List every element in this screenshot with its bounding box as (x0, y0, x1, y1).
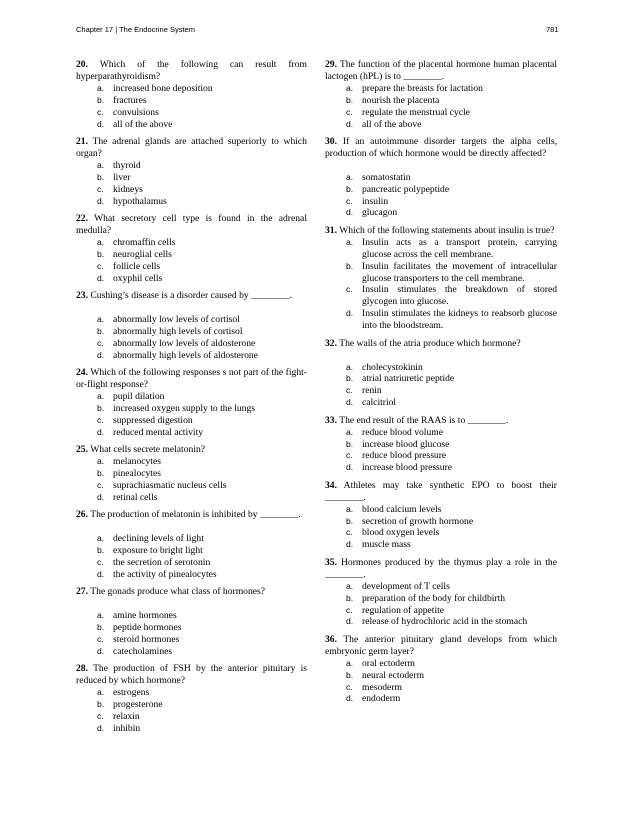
question-stem (76, 136, 307, 160)
option-letter: b. (346, 373, 354, 384)
question-text: The function of the placental hormone human placental lactogen (hPL) is to ________. (325, 59, 557, 82)
question-number: 20. (76, 59, 88, 70)
option-letter: d. (97, 722, 105, 733)
question-text: What cells secrete melatonin? (90, 444, 206, 456)
option-text: increased oxygen supply to the lungs (113, 402, 256, 414)
option-text: abnormally low levels of aldosterone (113, 337, 256, 349)
page-number: 781 (546, 25, 559, 34)
answer-option (97, 723, 307, 735)
option-text: regulation of appetite (362, 604, 445, 616)
question-number: 28. (76, 663, 88, 675)
option-letter: b. (97, 402, 105, 413)
option-text: insulin (362, 195, 389, 207)
answer-option (346, 450, 557, 462)
option-letter: b. (97, 171, 105, 182)
option-text: neural ectoderm (362, 669, 425, 681)
question-stem (325, 415, 557, 427)
answer-option (346, 237, 557, 261)
option-letter: c. (346, 681, 353, 692)
question-text: The gonads produce what class of hormones? (90, 586, 266, 598)
option-letter: a. (346, 171, 354, 182)
question-number: 33. (325, 414, 337, 426)
answer-option (97, 569, 307, 581)
question-text: Cushing’s disease is a disorder caused by ________. (90, 290, 292, 302)
option-text: endoderm (362, 693, 401, 705)
option-letter: b. (346, 592, 354, 603)
option-letter: d. (346, 397, 354, 408)
option-text: glucagon (362, 207, 398, 219)
question-stem (325, 338, 557, 350)
answer-option (97, 184, 307, 196)
option-text: abnormally high levels of cortisol (113, 325, 243, 337)
answer-option (97, 273, 307, 285)
question-35 (325, 557, 557, 628)
question-text: The walls of the atria produce which hormone? (339, 337, 521, 349)
option-text: catecholamines (113, 645, 173, 657)
chapter-header: Chapter 17 | The Endocrine System (76, 25, 195, 34)
option-text: the secretion of serotonin (113, 556, 211, 568)
answer-option (97, 557, 307, 569)
option-text: Insulin facilitates the movement of intracellular glucose transporters to the cell membrane. (362, 260, 557, 284)
question-text: The anterior pituitary gland develops from which embryonic germ layer? (325, 633, 557, 657)
option-text: suprachiasmatic nucleus cells (113, 479, 227, 491)
option-text: peptide hormones (113, 621, 182, 633)
option-letter: a. (346, 82, 354, 93)
option-letter: d. (97, 349, 105, 360)
option-text: convulsions (113, 106, 159, 118)
answer-option (346, 373, 557, 385)
answer-option (346, 385, 557, 397)
option-text: estrogens (113, 687, 150, 699)
blank-line (76, 521, 307, 533)
question-number: 36. (325, 633, 337, 645)
option-text: abnormally low levels of cortisol (113, 313, 240, 325)
question-stem (325, 225, 557, 237)
option-text: oral ectoderm (362, 657, 416, 669)
option-letter: d. (97, 645, 105, 656)
question-stem (325, 557, 557, 581)
answer-option (346, 605, 557, 617)
answer-option (346, 397, 557, 409)
option-text: Insulin stimulates the kidneys to reabsorb glucose into the bloodstream. (362, 308, 557, 332)
question-stem (325, 480, 557, 504)
option-text: reduced mental activity (113, 426, 204, 438)
option-text: exposure to bright light (113, 544, 203, 556)
question-text: If an autoimmune disorder targets the alpha cells, production of which hormone would be directly affected? (325, 136, 557, 159)
option-letter: a. (346, 657, 354, 668)
question-36 (325, 634, 557, 705)
blank-line (76, 302, 307, 314)
answer-option (346, 83, 557, 95)
option-letter: c. (97, 414, 104, 425)
answer-option (97, 83, 307, 95)
question-stem (76, 509, 307, 521)
question-number: 29. (325, 59, 337, 70)
option-letter: a. (346, 236, 354, 247)
option-text: steroid hormones (113, 633, 180, 645)
answer-option (346, 207, 557, 219)
option-letter: d. (346, 693, 354, 704)
option-text: kidneys (113, 183, 143, 195)
option-text: Insulin acts as a transport protein, carrying glucose across the cell membrane. (362, 236, 557, 260)
option-letter: b. (346, 260, 354, 271)
option-letter: b. (97, 699, 105, 710)
option-text: muscle mass (362, 539, 411, 551)
option-letter: a. (346, 361, 354, 372)
option-text: release of hydrochloric acid in the stomach (362, 616, 528, 628)
option-text: secretion of growth hormone (362, 515, 474, 527)
option-letter: c. (346, 106, 353, 117)
answer-option (346, 308, 557, 332)
answer-option (97, 687, 307, 699)
question-stem (76, 663, 307, 687)
answer-option (346, 658, 557, 670)
option-letter: c. (97, 556, 104, 567)
question-stem (76, 444, 307, 456)
answer-option (346, 616, 557, 628)
answer-option (97, 646, 307, 658)
option-letter: b. (346, 438, 354, 449)
option-letter: b. (97, 94, 105, 105)
answer-option (97, 196, 307, 208)
answer-option (97, 610, 307, 622)
option-letter: a. (97, 236, 105, 247)
option-text: pinealocytes (113, 467, 161, 479)
option-letter: b. (97, 325, 105, 336)
answer-option (346, 196, 557, 208)
answer-option (346, 462, 557, 474)
option-letter: b. (97, 248, 105, 259)
answer-option (346, 504, 557, 516)
option-letter: d. (346, 539, 354, 550)
question-text: Which of the following responses s not part of the fight-or-flight response? (76, 367, 307, 391)
answer-option (97, 249, 307, 261)
option-text: increased bone deposition (113, 82, 213, 94)
question-text: Hormones produced by the thymus play a role in the ________. (325, 556, 557, 580)
question-stem (76, 586, 307, 598)
question-number: 34. (325, 479, 337, 491)
question-20 (76, 59, 307, 130)
option-text: abnormally high levels of aldosterone (113, 349, 258, 361)
option-letter: d. (97, 118, 105, 129)
left-column (76, 59, 307, 740)
blank-line (76, 598, 307, 610)
answer-option (346, 119, 557, 131)
option-letter: c. (346, 527, 353, 538)
option-letter: d. (97, 426, 105, 437)
option-text: liver (113, 171, 131, 183)
option-letter: d. (346, 616, 354, 627)
answer-option (97, 107, 307, 119)
answer-option (97, 160, 307, 172)
option-text: mesoderm (362, 681, 402, 693)
blank-line (325, 350, 557, 362)
question-number: 30. (325, 136, 337, 148)
question-23 (76, 290, 307, 361)
answer-option (346, 95, 557, 107)
option-letter: a. (346, 426, 354, 437)
option-letter: a. (97, 610, 105, 621)
question-stem (76, 290, 307, 302)
option-letter: a. (97, 687, 105, 698)
question-number: 27. (76, 586, 88, 598)
question-text: The adrenal glands are attached superiorly to which organ? (76, 136, 307, 159)
question-29 (325, 59, 557, 130)
option-letter: a. (97, 82, 105, 93)
answer-option (97, 119, 307, 131)
option-text: declining levels of light (113, 533, 204, 545)
question-33 (325, 415, 557, 475)
answer-option (97, 314, 307, 326)
option-letter: a. (97, 390, 105, 401)
option-letter: d. (97, 491, 105, 502)
question-number: 32. (325, 337, 337, 349)
option-text: reduce blood volume (362, 426, 443, 438)
answer-option (346, 516, 557, 528)
answer-option (346, 184, 557, 196)
answer-option (97, 468, 307, 480)
option-letter: d. (97, 568, 105, 579)
option-text: thyroid (113, 159, 141, 171)
option-text: oxyphil cells (113, 272, 163, 284)
question-number: 23. (76, 290, 88, 302)
option-text: follicle cells (113, 260, 161, 272)
option-letter: a. (346, 580, 354, 591)
option-text: amine hormones (113, 610, 177, 622)
option-text: increase blood pressure (362, 462, 453, 474)
question-stem (76, 59, 307, 83)
option-text: fractures (113, 94, 147, 106)
option-text: pancreatic polypeptide (362, 183, 450, 195)
answer-option (97, 95, 307, 107)
option-letter: b. (346, 515, 354, 526)
answer-option (97, 699, 307, 711)
option-letter: d. (346, 118, 354, 129)
option-letter: b. (346, 669, 354, 680)
answer-option (346, 539, 557, 551)
option-letter: c. (97, 710, 104, 721)
option-letter: b. (97, 544, 105, 555)
answer-option (97, 338, 307, 350)
question-24 (76, 367, 307, 438)
question-21 (76, 136, 307, 207)
answer-option (346, 670, 557, 682)
answer-option (97, 261, 307, 273)
answer-option (97, 237, 307, 249)
option-text: renin (362, 385, 382, 397)
answer-option (97, 403, 307, 415)
option-letter: d. (97, 195, 105, 206)
question-27 (76, 586, 307, 657)
option-letter: a. (97, 313, 105, 324)
option-letter: d. (346, 308, 354, 319)
option-text: regulate the menstrual cycle (362, 106, 470, 118)
option-letter: d. (346, 462, 354, 473)
answer-option (97, 456, 307, 468)
option-text: nourish the placenta (362, 94, 440, 106)
option-letter: c. (97, 479, 104, 490)
option-letter: c. (97, 260, 104, 271)
answer-option (97, 326, 307, 338)
answer-option (97, 545, 307, 557)
answer-option (346, 593, 557, 605)
option-letter: c. (346, 284, 353, 295)
option-text: suppressed digestion (113, 414, 193, 426)
question-text: The production of FSH by the anterior pituitary is reduced by which hormone? (76, 663, 307, 687)
option-letter: a. (97, 159, 105, 170)
question-30 (325, 136, 557, 219)
option-text: pupil dilation (113, 390, 165, 402)
question-number: 25. (76, 444, 88, 456)
option-text: progesterone (113, 699, 163, 711)
question-text: The production of melatonin is inhibited by ________. (90, 509, 301, 521)
option-text: atrial natriuretic peptide (362, 373, 455, 385)
answer-option (97, 350, 307, 362)
option-letter: c. (97, 633, 104, 644)
option-letter: b. (346, 183, 354, 194)
answer-option (97, 172, 307, 184)
question-text: Athletes may take synthetic EPO to boost their ________. (325, 479, 557, 503)
option-text: prepare the breasts for lactation (362, 82, 483, 94)
answer-option (346, 261, 557, 285)
option-letter: c. (97, 106, 104, 117)
answer-option (346, 107, 557, 119)
answer-option (97, 427, 307, 439)
answer-option (346, 362, 557, 374)
blank-line (325, 160, 557, 172)
option-letter: d. (346, 207, 354, 218)
question-text: What secretory cell type is found in the adrenal medulla? (76, 213, 307, 236)
option-letter: c. (97, 337, 104, 348)
option-text: retinal cells (113, 491, 158, 503)
question-number: 35. (325, 556, 337, 568)
option-text: blood calcium levels (362, 503, 442, 515)
option-text: increase blood glucose (362, 438, 450, 450)
answer-option (346, 172, 557, 184)
question-number: 22. (76, 213, 88, 225)
option-text: neuroglial cells (113, 248, 172, 260)
question-number: 31. (325, 224, 337, 236)
question-22 (76, 213, 307, 284)
option-text: the activity of pinealocytes (113, 568, 217, 580)
option-text: reduce blood pressure (362, 450, 447, 462)
question-28 (76, 663, 307, 734)
question-number: 21. (76, 136, 88, 148)
question-number: 24. (76, 367, 88, 379)
answer-option (346, 581, 557, 593)
option-letter: c. (346, 450, 353, 461)
option-letter: a. (97, 533, 105, 544)
question-25 (76, 444, 307, 504)
option-letter: d. (97, 272, 105, 283)
question-stem (76, 213, 307, 237)
option-letter: c. (346, 385, 353, 396)
option-text: calcitriol (362, 397, 397, 409)
option-letter: b. (97, 467, 105, 478)
answer-option (97, 492, 307, 504)
option-text: cholecystokinin (362, 361, 423, 373)
option-letter: b. (346, 94, 354, 105)
question-stem (325, 59, 557, 83)
question-text: The end result of the RAAS is to ________. (339, 414, 509, 426)
answer-option (97, 391, 307, 403)
option-text: hypothalamus (113, 195, 167, 207)
option-letter: b. (97, 621, 105, 632)
option-text: melanocytes (113, 456, 161, 468)
question-text: Which of the following statements about insulin is true? (339, 224, 555, 236)
question-number: 26. (76, 509, 88, 521)
option-letter: c. (346, 604, 353, 615)
option-text: all of the above (362, 118, 422, 130)
option-text: inhibin (113, 722, 141, 734)
question-text: Which of the following can result from hyperparathyroidism? (76, 59, 307, 82)
right-column (325, 59, 557, 711)
question-32 (325, 338, 557, 409)
question-26 (76, 509, 307, 580)
answer-option (346, 527, 557, 539)
question-31 (325, 225, 557, 332)
answer-option (97, 415, 307, 427)
answer-option (97, 480, 307, 492)
option-text: relaxin (113, 710, 140, 722)
option-text: blood oxygen levels (362, 527, 440, 539)
question-stem (325, 634, 557, 658)
answer-option (97, 533, 307, 545)
option-text: Insulin stimulates the breakdown of stored glycogen into glucose. (362, 284, 557, 308)
question-stem (325, 136, 557, 160)
answer-option (346, 693, 557, 705)
answer-option (97, 711, 307, 723)
option-text: development of T cells (362, 580, 450, 592)
option-letter: a. (97, 456, 105, 467)
answer-option (97, 634, 307, 646)
option-letter: a. (346, 503, 354, 514)
option-text: chromaffin cells (113, 236, 176, 248)
option-text: preparation of the body for childbirth (362, 592, 506, 604)
answer-option (346, 284, 557, 308)
answer-option (97, 622, 307, 634)
option-text: all of the above (113, 118, 173, 130)
answer-option (346, 439, 557, 451)
question-stem (76, 367, 307, 391)
option-letter: c. (97, 183, 104, 194)
question-34 (325, 480, 557, 551)
option-letter: c. (346, 195, 353, 206)
answer-option (346, 427, 557, 439)
answer-option (346, 682, 557, 694)
option-text: somatostatin (362, 171, 411, 183)
